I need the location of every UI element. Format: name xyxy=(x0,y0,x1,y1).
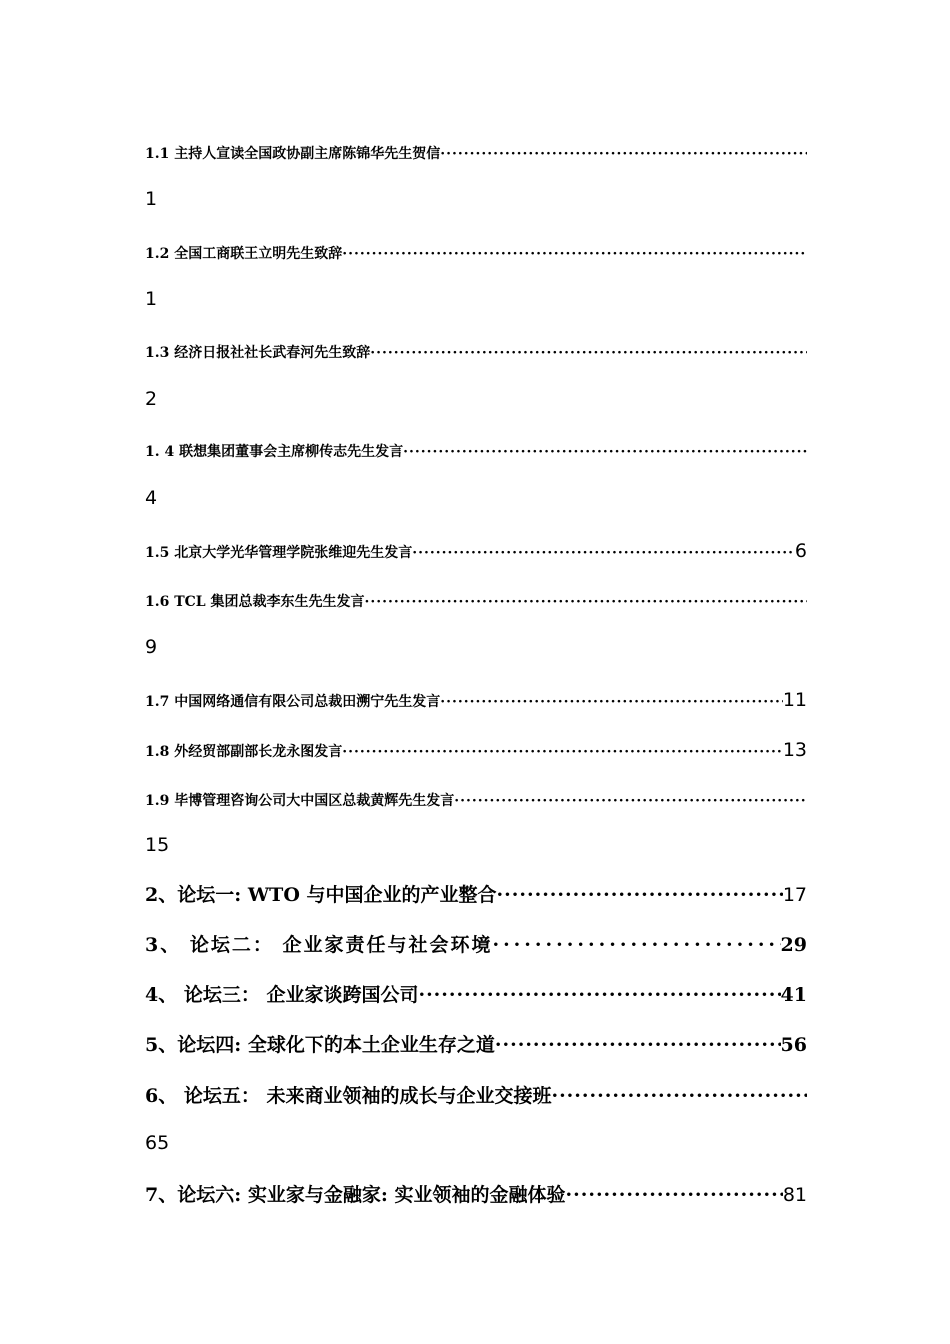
toc-entry-1-8[interactable] xyxy=(145,739,807,761)
toc-entry-title: 1.6 TCL 集团总裁李东生先生发言 xyxy=(145,594,365,610)
toc-leader-dots xyxy=(342,744,783,760)
toc-entry-page: 2 xyxy=(145,388,158,410)
toc-entry-title: 1.1 主持人宣读全国政协副主席陈锦华先生贺信 xyxy=(145,146,441,162)
toc-leader-dots xyxy=(412,545,795,561)
toc-leader-dots xyxy=(342,246,807,262)
toc-entry-page: 81 xyxy=(782,1184,807,1206)
toc-entry-page: 56 xyxy=(780,1034,807,1056)
toc-leader-dots xyxy=(454,793,807,809)
toc-entry-title: 1.7 中国网络通信有限公司总裁田溯宁先生发言 xyxy=(145,694,441,710)
toc-leader-dots xyxy=(495,1034,781,1056)
toc-entry-page: 1 xyxy=(145,288,158,310)
toc-entry-page: 17 xyxy=(782,884,807,906)
toc-leader-dots xyxy=(418,984,780,1006)
toc-leader-dots xyxy=(497,884,783,906)
toc-entry-forum-6[interactable] xyxy=(145,1180,807,1210)
toc-entry-page: 1 xyxy=(145,188,158,210)
toc-entry-title: 6、 论坛五： 未来商业领袖的成长与企业交接班 xyxy=(145,1085,552,1107)
toc-entry-page: 6 xyxy=(794,540,807,562)
toc-leader-dots xyxy=(492,934,780,956)
toc-entry-page: 15 xyxy=(145,834,170,856)
toc-entry-title: 3、 论坛二： 企业家责任与社会环境 xyxy=(145,934,493,956)
toc-entry-page: 65 xyxy=(145,1132,170,1154)
toc-entry-title: 4、 论坛三： 企业家谈跨国公司 xyxy=(145,984,419,1006)
toc-leader-dots xyxy=(403,444,807,460)
toc-entry-page: 29 xyxy=(780,934,807,956)
toc-entry-title: 7、论坛六: 实业家与金融家: 实业领袖的金融体验 xyxy=(145,1184,566,1206)
toc-entry-page: 4 xyxy=(145,487,158,509)
toc-entry-forum-1[interactable] xyxy=(145,880,807,910)
toc-entry-1-7[interactable] xyxy=(145,689,807,711)
toc-entry-1-2[interactable] xyxy=(145,243,807,265)
toc-entry-1-5[interactable] xyxy=(145,540,807,562)
toc-entry-title: 1.2 全国工商联王立明先生致辞 xyxy=(145,246,343,262)
toc-entry-1-1[interactable] xyxy=(145,143,807,165)
toc-entry-title: 1.5 北京大学光华管理学院张维迎先生发言 xyxy=(145,545,413,561)
toc-entry-forum-3[interactable] xyxy=(145,980,807,1010)
toc-entry-title: 1.9 毕博管理咨询公司大中国区总裁黄辉先生发言 xyxy=(145,793,455,809)
toc-leader-dots xyxy=(565,1184,782,1206)
toc-entry-page: 41 xyxy=(780,984,807,1006)
toc-entry-page: 9 xyxy=(145,636,158,658)
toc-entry-1-9[interactable] xyxy=(145,790,807,812)
toc-leader-dots xyxy=(440,694,783,710)
toc-entry-forum-5[interactable] xyxy=(145,1081,807,1111)
toc-entry-page: 13 xyxy=(782,739,807,761)
toc-entry-title: 1. 4 联想集团董事会主席柳传志先生发言 xyxy=(145,444,404,460)
toc-leader-dots xyxy=(370,345,807,361)
toc-entry-1-4[interactable] xyxy=(145,441,807,463)
toc-leader-dots xyxy=(440,146,807,162)
toc-leader-dots xyxy=(551,1085,807,1107)
toc-entry-1-6[interactable] xyxy=(145,591,807,613)
toc-entry-title: 1.3 经济日报社社长武春河先生致辞 xyxy=(145,345,371,361)
toc-entry-1-3[interactable] xyxy=(145,342,807,364)
toc-entry-title: 2、论坛一: WTO 与中国企业的产业整合 xyxy=(145,884,497,906)
toc-entry-forum-4[interactable] xyxy=(145,1030,807,1060)
toc-entry-title: 1.8 外经贸部副部长龙永图发言 xyxy=(145,744,343,760)
toc-entry-page: 11 xyxy=(782,689,807,711)
toc-leader-dots xyxy=(365,594,807,610)
toc-entry-title: 5、论坛四: 全球化下的本土企业生存之道 xyxy=(145,1034,495,1056)
toc-entry-forum-2[interactable] xyxy=(145,930,807,960)
